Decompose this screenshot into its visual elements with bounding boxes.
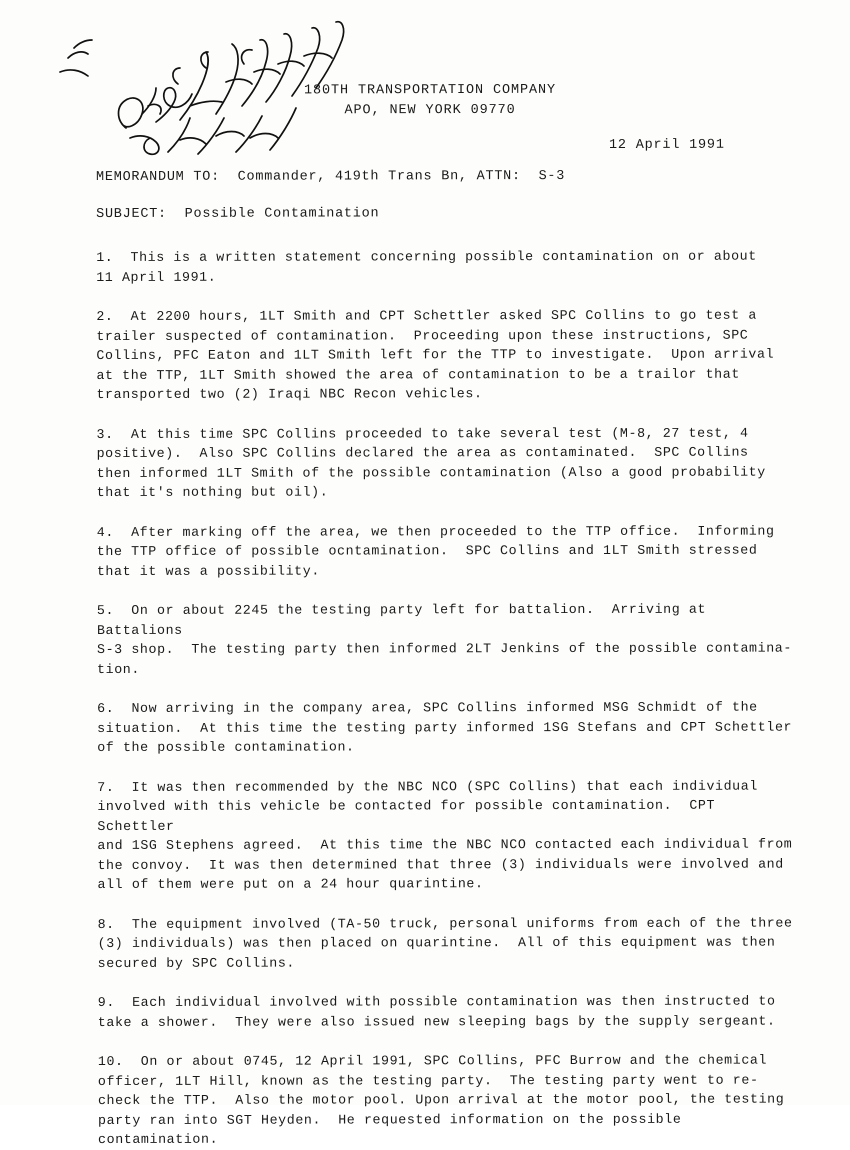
memorandum-to-line: MEMORANDUM TO: Commander, 419th Trans Bn, ATTN: S-3 — [96, 169, 566, 185]
paragraph-4: 4. After marking off the area, we then proceeded to the TTP office. Informing the TTP office of possible ocntamination. SPC Collins and 1LT Smith stressed that it was a possibility. — [96, 523, 775, 579]
paragraph-1: 1. This is a written statement concerning possible contamination on or about 11 April 1991. — [96, 248, 757, 285]
paragraph-8: 8. The equipment involved (TA-50 truck, personal uniforms from each of the three (3) individuals) was then placed on quarintine. All of this equipment was then secured by SPC Collins. — [97, 915, 793, 971]
paragraph-10: 10. On or about 0745, 12 April 1991, SPC Collins, PFC Burrow and the chemical officer, 1LT Hill, known as the testing party. The testing party went to re- check the TTP. Also the motor pool. Upon arrival at the motor pool, the testing party ran into SGT Heyden. He requested information on the possible contamination. — [97, 1052, 785, 1147]
paragraph-2: 2. At 2200 hours, 1LT Smith and CPT Schettler asked SPC Collins to go test a trailer suspected of contamination. Proceeding upon these instructions, SPC Collins, PFC Eaton and 1LT Smith left for the TTP to investigate. Upon arrival at the TTP, 1LT Smith showed the area of contamination to be a trailor that transported two (2) Iraqi NBC Recon vehicles. — [96, 307, 775, 402]
letterhead — [0, 80, 850, 122]
document-body — [96, 169, 798, 1150]
paragraph-7: 7. It was then recommended by the NBC NCO (SPC Collins) that each individual involved with this vehicle be contacted for possible contamination. CPT Schettler and 1SG Stephens agreed. At this time the NBC NCO contacted each individual from the convoy. It was then determined that three (3) individuals were involved and all of them were put on a 24 hour quarintine. — [97, 778, 793, 892]
paragraph-6: 6. Now arriving in the company area, SPC Collins informed MSG Schmidt of the situation. At this time the testing party informed 1SG Stefans and CPT Schettler of the possible contamination. — [97, 699, 793, 755]
paragraph-9: 9. Each individual involved with possible contamination was then instructed to take a shower. They were also issued new sleeping bags by the supply sergeant. — [97, 993, 776, 1030]
paragraph-5: 5. On or about 2245 the testing party left for battalion. Arriving at Battalions S-3 shop. The testing party then informed 2LT Jenkins of the possible contamina- tion. — [96, 601, 792, 677]
paragraph-3: 3. At this time SPC Collins proceeded to take several test (M-8, 27 test, 4 positive). Also SPC Collins declared the area as contaminated. SPC Collins then informed 1LT Smith of the possible contamination (Also a good probability that it's nothing but oil). — [96, 425, 766, 500]
unit-name: 180TH TRANSPORTATION COMPANY — [303, 82, 557, 99]
subject-line: SUBJECT: Possible Contamination — [96, 206, 380, 222]
unit-address: APO, NEW YORK 09770 — [344, 102, 516, 119]
document-date: 12 April 1991 — [609, 137, 726, 153]
